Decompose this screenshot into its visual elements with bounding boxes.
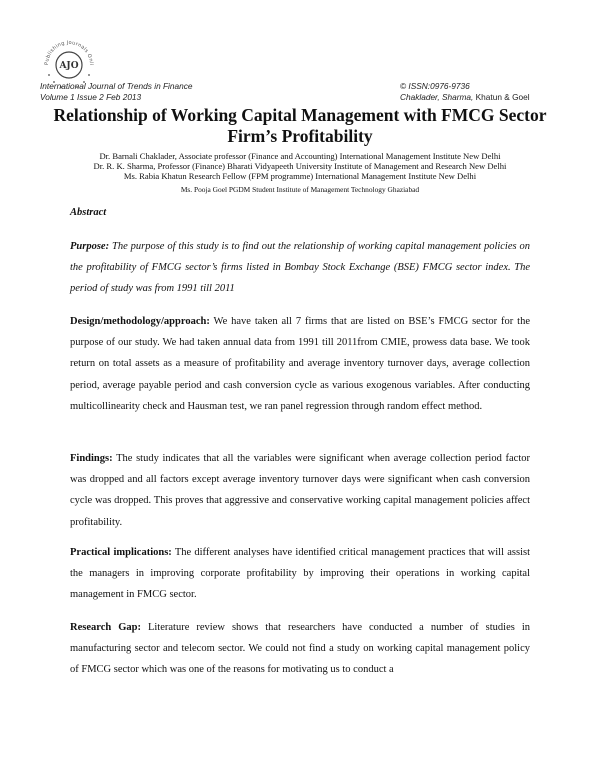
affiliation-4: Ms. Pooja Goel PGDM Student Institute of Management Technology Ghaziabad xyxy=(180,185,420,194)
journal-name: International Journal of Trends in Finance xyxy=(40,81,193,91)
gap-text: Literature review shows that researchers have conducted a number of studies in manufacturing sector and telecom sector. We could not find a study on working capital management policy of FMCG sector which was one of the reasons for motivating us to conduct a xyxy=(70,622,530,676)
abstract-research-gap xyxy=(70,617,530,681)
journal-issue: Volume 1 Issue 2 Feb 2013 xyxy=(40,92,142,102)
running-authors-a: Chaklader, Sharma, xyxy=(400,92,474,102)
abstract-findings xyxy=(70,448,530,533)
design-label: Design/methodology/approach: xyxy=(70,316,210,327)
affiliation-1: Dr. Barnali Chaklader, Associate professor (Finance and Accounting) International Management Institute New Delhi xyxy=(99,151,501,161)
practical-label: Practical implications: xyxy=(70,547,172,558)
affiliation-2: Dr. R. K. Sharma, Professor (Finance) Bharati Vidyapeeth University Institute of Management and Research New Delhi xyxy=(93,161,507,171)
journal-issn: © ISSN:0976-9736 xyxy=(400,81,470,91)
design-text: We have taken all 7 firms that are listed on BSE’s FMCG sector for the purpose of our study. We had taken annual data from 1991 till 2011from CMIE, prowess data base. We took return on total assets as a measure of profitability and average inventory turnover days, average collection period, average payable period and cash conversion cycle as various exogenous variables. After conducting multicollinearity check and Hausman test, we ran panel regression through random effect method. xyxy=(70,316,530,412)
purpose-text: The purpose of this study is to find out the relationship of working capital management policies on the profitability of FMCG sector’s firms listed in Bombay Stock Exchange (BSE) FMCG sector index. The period of study was from 1991 till 2011 xyxy=(70,241,530,295)
purpose-label: Purpose: xyxy=(70,241,110,252)
practical-text: The different analyses have identified critical management practices that will assist the managers in improving corporate profitability by improving their operations in working capital management in FMCG sector. xyxy=(70,547,530,601)
gap-label: Research Gap: xyxy=(70,622,141,633)
abstract-purpose xyxy=(70,236,530,300)
running-authors-b: Khatun & Goel xyxy=(475,92,530,102)
affiliation-3: Ms. Rabia Khatun Research Fellow (FPM programme) International Management Institute New Delhi xyxy=(123,171,477,181)
logo-mark: AJO xyxy=(59,61,79,71)
logo-arc-text: Publishing Journals Onli xyxy=(43,39,95,66)
running-header-left xyxy=(40,81,193,103)
running-authors xyxy=(400,92,530,103)
running-header-right xyxy=(400,81,530,103)
findings-label: Findings: xyxy=(70,453,113,464)
abstract-heading: Abstract xyxy=(70,207,107,218)
findings-text: The study indicates that all the variables were significant when average collection period factor was dropped and all factors except average inventory turnover days were significant when cash conversion cycle was dropped. This proves that aggressive and conservative working capital management policies affect profitability. xyxy=(70,453,530,528)
abstract-design xyxy=(70,311,530,417)
abstract-practical xyxy=(70,542,530,606)
paper-title: Relationship of Working Capital Management with FMCG Sector Firm’s Profitability xyxy=(53,105,547,146)
